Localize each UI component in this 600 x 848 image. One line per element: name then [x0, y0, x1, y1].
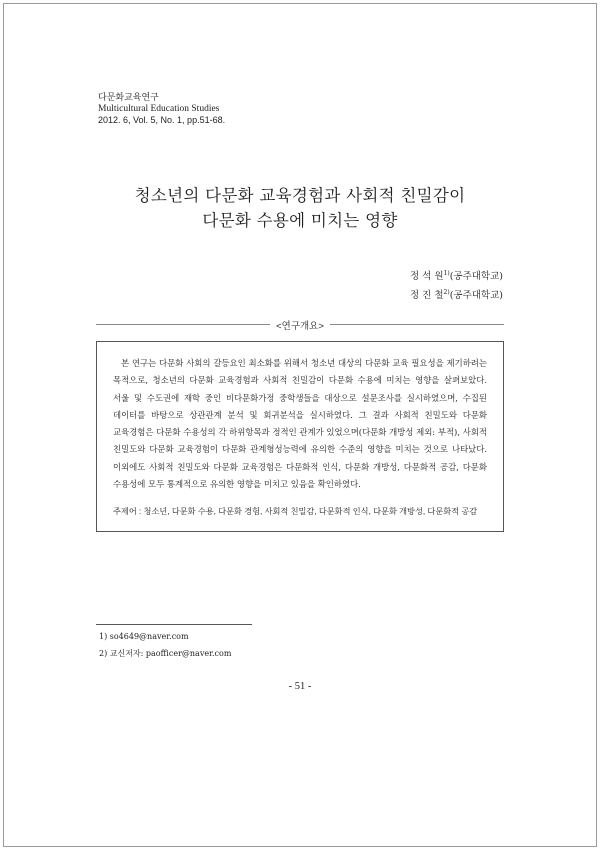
footnote-ref: 2) — [443, 288, 450, 296]
journal-name-en: Multicultural Education Studies — [98, 103, 220, 114]
footnote-ref: 1) — [443, 269, 450, 277]
journal-info — [98, 92, 225, 127]
author-affiliation: (공주대학교) — [449, 271, 503, 282]
footnote-1: 1) so4649@naver.com — [99, 632, 189, 641]
author-1 — [410, 268, 503, 282]
paper-title-line1: 청소년의 다문화 교육경험과 사회적 친밀감이 — [134, 186, 466, 205]
journal-citation: 2012. 6, Vol. 5, No. 1, pp.51-68. — [98, 115, 226, 125]
paper-title-line2: 다문화 수용에 미치는 영향 — [202, 211, 398, 230]
author-name: 정 진 철 — [409, 290, 444, 301]
author-affiliation: (공주대학교) — [449, 290, 503, 301]
journal-name-ko: 다문화교육연구 — [98, 92, 159, 102]
footnote-divider — [96, 624, 252, 625]
keywords: 주제어 : 청소년, 다문화 수용, 다문화 경험, 사회적 친밀감, 다문화적 인식, 다문화 개방성, 다문화적 공감 — [113, 507, 478, 516]
abstract-heading-label: <연구개요> — [270, 321, 330, 332]
footnote-2: 2) 교신저자: paofficer@naver.com — [99, 649, 232, 658]
author-2 — [410, 287, 503, 301]
abstract-heading — [0, 318, 600, 332]
author-name: 정 석 원 — [409, 271, 444, 282]
page-number: - 51 - — [288, 681, 312, 692]
abstract-text: 본 연구는 다문화 사회의 갈등요인 최소화를 위해서 청소년 대상의 다문화 교육 필요성을 제기하려는 목적으로, 청소년의 다문화 교육경험과 사회적 친밀감이 다문화 수용에 미치는 영향을 살펴보았다. 서울 및 수도권에 재학 중인 비다문화가정 중학생들을 대상으로 설문조사를 실시하였으며, 수집된 데이터를 바탕으로 상관관계 분석 및 회귀분석을 실시하였다. 그 결과 사회적 친밀도와 다문화 교육경험은 다문화 수용성의 각 하위항목과 정적인 관계가 있었으며(다문화 개방성 제외: 부적), 사회적 친밀도와 다문화 교육경험이 다문화 관계형성능력에 유의한 수준의 영향을 미치는 것으로 나타났다. 이외에도 사회적 친밀도와 다문화 교육경험은 다문화적 인식, 다문화 개방성, 다문화적 공감, 다문화 수용성에 모두 통계적으로 유의한 영향을 미치고 있음을 확인하였다. — [113, 358, 487, 490]
